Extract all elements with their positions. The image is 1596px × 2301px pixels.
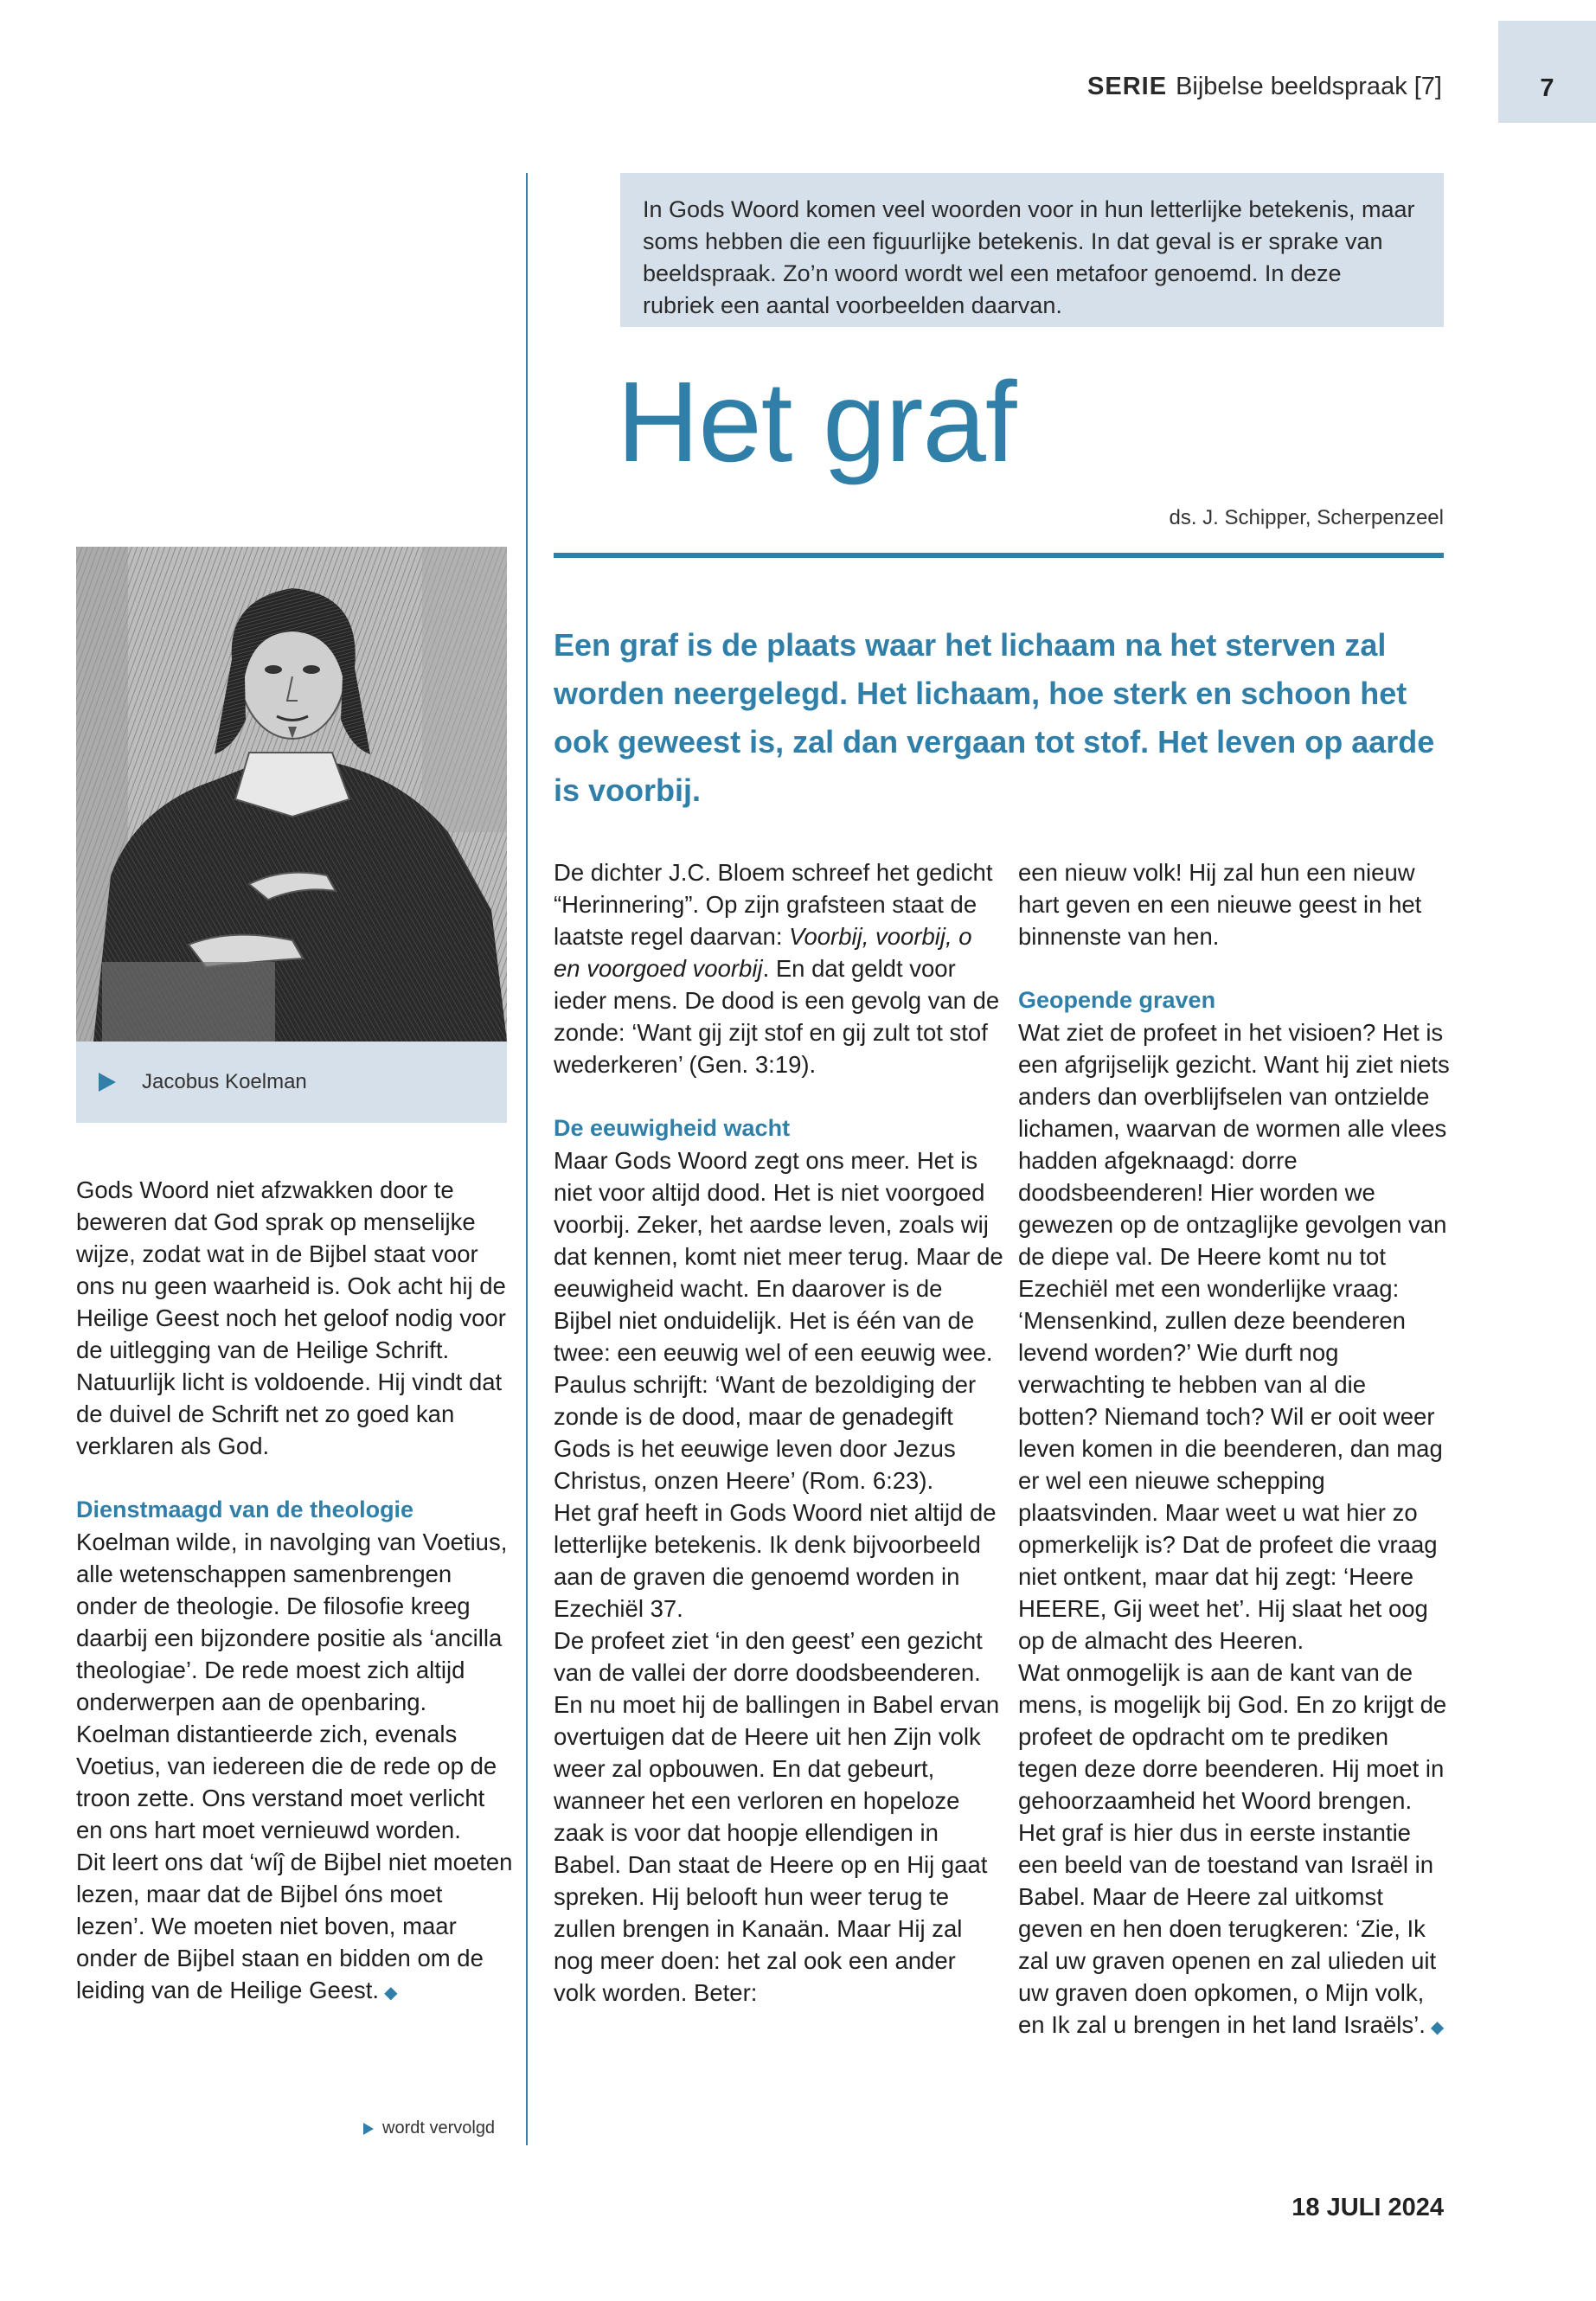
end-mark-icon: ◆ [384,1984,398,2003]
column-1 [76,1174,517,2009]
paragraph-text: Dit leert ons dat ‘wíĵ de Bijbel niet moeten lezen, maar dat de Bijbel óns moet lezen’. We moeten niet boven, maar onder de Bijbel staan en bidden om de leiding van de Heilige Geest. [76,1849,513,2003]
series-title: Bijbelse beeldspraak [7] [1176,73,1442,100]
paragraph: Koelman wilde, in navolging van Voetius, alle wetenschappen samenbrengen onder de theologie. De filosofie kreeg daarbij een bijzondere positie als ‘ancilla theologiae’. De rede moest zich altijd onderwerpen aan de openbaring. Koelman distantieerde zich, evenals Voetius, van iedereen die de rede op de troon zette. Ons verstand moet verlicht en ons hart moet vernieuwd worden. [76,1529,508,1843]
paragraph: Het graf heeft in Gods Woord niet altijd de letterlijke betekenis. Ik denk bijvoorbeeld aan de graven die genoemd worden in Ezechiël 37. [554,1499,997,1622]
title-rule [554,553,1444,558]
paragraph: Gods Woord niet afzwakken door te beweren dat God sprak op menselijke wijze, zodat wat in de Bijbel staat voor ons nu geen waarheid is. Ook acht hij de Heilige Geest noch het geloof nodig voor de uitlegging van de Heilige Schrift. Natuurlijk licht is voldoende. Hij vindt dat de duivel de Schrift net zo goed kan verklaren als God. [76,1176,506,1459]
continued-note [363,2118,495,2138]
column-divider [526,173,528,2145]
article-lead: Een graf is de plaats waar het lichaam na het sterven zal worden neergelegd. Het lichaam, hoe sterk en schoon het ook geweest is, zal dan vergaan tot stof. Het leven op aarde is voorbij. [554,627,1435,808]
intro-text: In Gods Woord komen veel woorden voor in hun letterlijke betekenis, maar soms hebben die een figuurlijke betekenis. In dat geval is er sprake van beeldspraak. Zo’n woord wordt wel een metafoor genoemd. In deze rubriek een aantal voorbeelden daarvan. [643,196,1415,318]
portrait-image [76,547,507,1042]
column-3 [1018,856,1451,2044]
paragraph [554,856,1003,1080]
series-label: SERIE [1087,73,1168,100]
paragraph [76,1846,517,2009]
caption-text: Jacobus Koelman [142,1070,307,1093]
article-title: Het graf [617,358,1016,485]
intro-box [620,173,1444,327]
paragraph-text: De dichter J.C. Bloem schreef het gedicht “Herinnering”. Op zijn grafsteen staat de laatste regel daarvan: [554,859,993,950]
end-mark-icon: ◆ [1430,2018,1445,2037]
paragraph-text: . En dat geldt voor ieder mens. De dood is een gevolg van de zonde: ‘Want gij zijt stof en gij zult tot stof wederkeren’ (Gen. 3:19). [554,955,1000,1078]
paragraph: Wat onmogelijk is aan de kant van de mens, is mogelijk bij God. En zo krijgt de profeet de opdracht om te prediken tegen deze dorre beenderen. Hij moet in gehoorzaamheid het Woord brengen. [1018,1659,1447,1814]
column-2 [554,856,1003,2009]
continued-text: wordt vervolgd [382,2118,496,2138]
continued-arrow-icon [363,2123,374,2135]
paragraph-text: Het graf is hier dus in eerste instantie een beeld van de toestand van Israël in Babel. Maar de Heere zal uitkomst geven en hen doen terugkeren: ‘Zie, Ik zal uw graven openen en zal ulieden uit uw graven doen opkomen, o Mijn volk, en Ik zal u brengen in het land Israëls’. [1018,1819,1437,2038]
series-header [1087,73,1442,101]
image-caption [76,1042,507,1123]
article-author: ds. J. Schipper, Scherpenzeel [1169,506,1444,529]
caption-arrow-icon [99,1073,116,1092]
subheading: Dienstmaagd van de theologie [76,1497,414,1522]
paragraph: De profeet ziet ‘in den geest’ een gezicht van de vallei der dorre doodsbeenderen. En nu moet hij de ballingen in Babel ervan overtuigen dat de Heere uit hen Zijn volk weer zal opbouwen. En dat gebeurt, wanneer het een verloren en hopeloze zaak is voor dat hoopje ellendigen in Babel. Dan staat de Heere op en Hij gaat spreken. Hij belooft hun weer terug te zullen brengen in Kanaän. Maar Hij zal nog meer doen: het zal ook een ander volk worden. Beter: [554,1627,1000,2006]
paragraph: Maar Gods Woord zegt ons meer. Het is niet voor altijd dood. Het is niet voorgoed voorbij. Zeker, het aardse leven, zoals wij dat kennen, komt niet meer terug. Maar de eeuwigheid wacht. En daarover is de Bijbel niet onduidelijk. Het is één van de twee: een eeuwig wel of een eeuwig wee. Paulus schrijft: ‘Want de bezoldiging der zonde is de dood, maar de genadegift Gods is het eeuwige leven door Jezus Christus, onzen Heere’ (Rom. 6:23). [554,1147,1003,1494]
subheading: De eeuwigheid wacht [554,1115,791,1141]
page-number: 7 [1540,74,1554,102]
paragraph [1018,1817,1451,2044]
page-number-tab [1498,21,1596,123]
paragraph: een nieuw volk! Hij zal hun een nieuw hart geven en een nieuwe geest in het binnenste van hen. [1018,859,1422,950]
issue-date: 18 JULI 2024 [1292,2194,1444,2221]
paragraph: Wat ziet de profeet in het visioen? Het is een afgrijselijk gezicht. Want hij ziet niets anders dan overblijfselen van ontzielde lichamen, waarvan de wormen alle vlees hadden afgeknaagd: dorre doodsbeenderen! Hier worden we gewezen op de ontzaglijke gevolgen van de diepe val. De Heere komt nu tot Ezechiël met een wonderlijke vraag: ‘Mensenkind, zullen deze beenderen levend worden?’ Wie durft nog verwachting te hebben van al die botten? Niemand toch? Wil er ooit weer leven komen in die beenderen, dan mag er wel een nieuwe schepping plaatsvinden. Maar weet u wat hier zo opmerkelijk is? Dat de profeet die vraag niet ontkent, maar dat hij zegt: ‘Heere HEERE, Gij weet het’. Hij slaat het oog op de almacht des Heeren. [1018,1019,1450,1654]
poem-line: Voorbij, voorbij, o en voorgoed voorbij [554,923,972,982]
subheading: Geopende graven [1018,987,1216,1013]
